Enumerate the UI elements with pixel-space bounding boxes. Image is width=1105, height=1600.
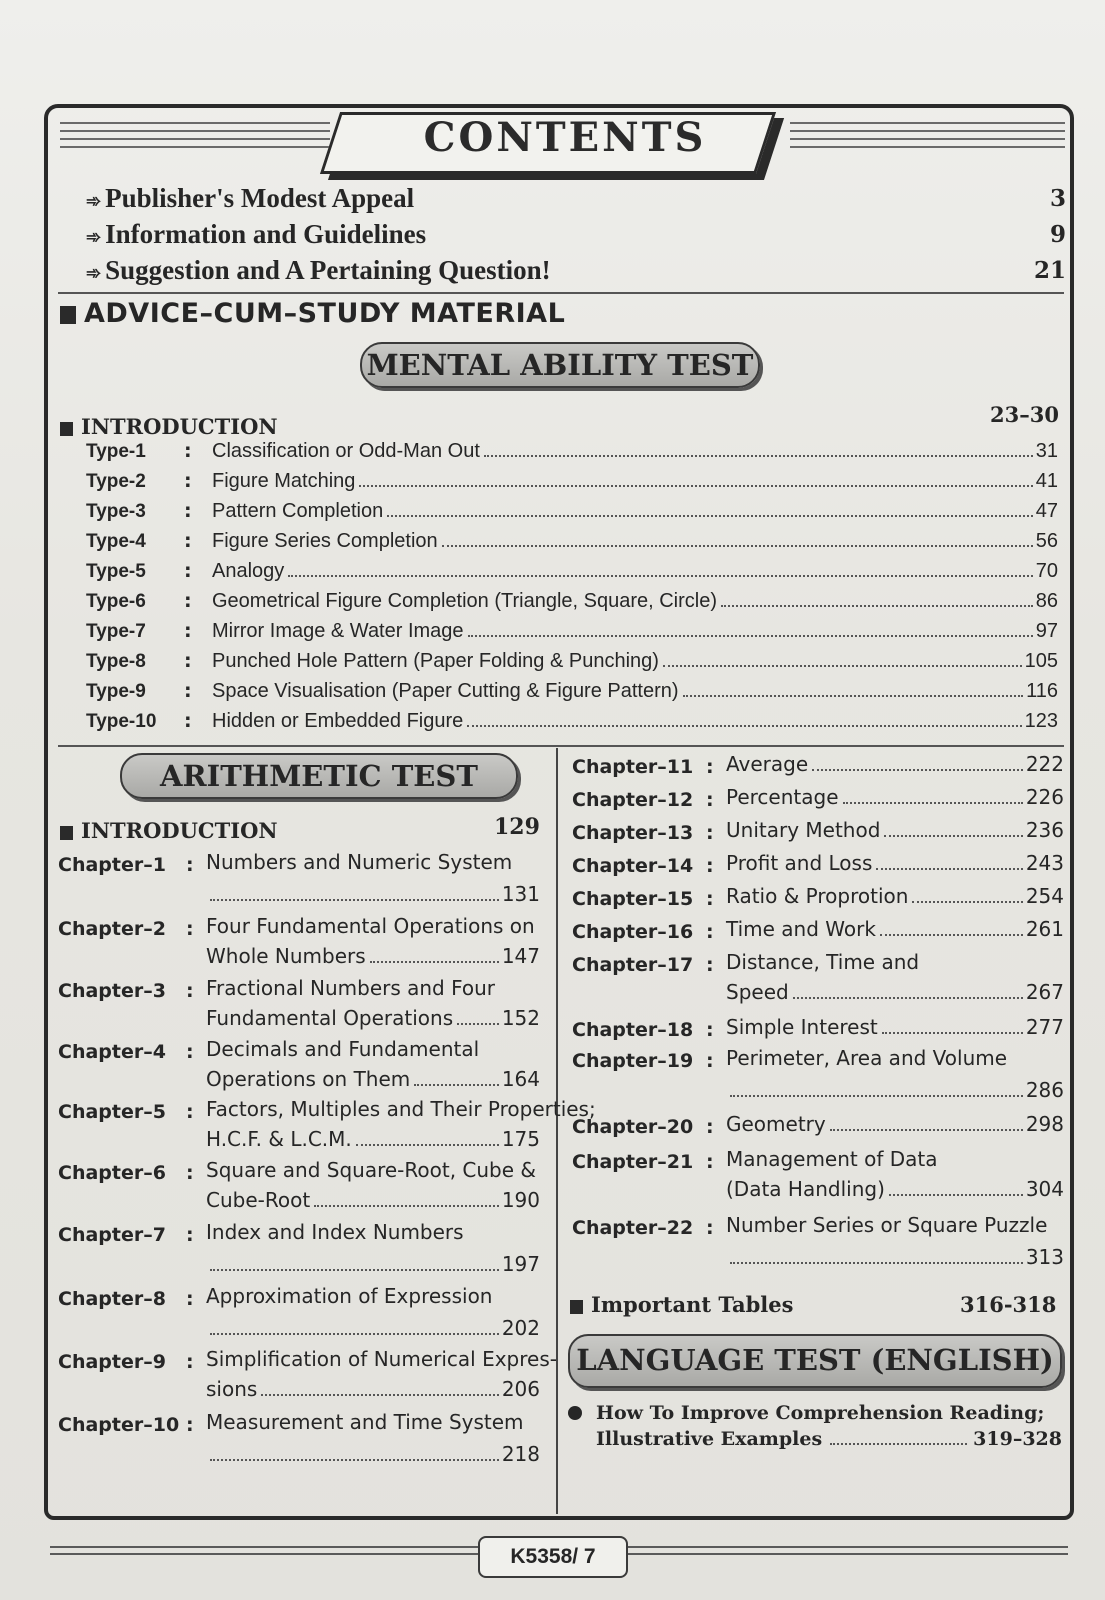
page-number: 313 (1025, 1245, 1064, 1269)
type-title: Figure Series Completion (212, 530, 438, 552)
leader-dots (261, 1394, 499, 1396)
leader-dots (830, 1129, 1023, 1131)
chapter-label: Chapter–5 (58, 1101, 166, 1123)
footer-rule-left (50, 1546, 480, 1560)
page-number: 304 (1025, 1177, 1064, 1201)
page-number: 116 (1026, 680, 1058, 702)
leader-dots (884, 835, 1022, 837)
leader-dots (793, 997, 1023, 999)
divider (58, 745, 1064, 747)
page-number: 316-318 (960, 1292, 1057, 1317)
chapter-title-continued: H.C.F. & L.C.M. (206, 1127, 352, 1151)
type-label: Type-4 (86, 531, 146, 552)
leader-dots (359, 485, 1032, 487)
colon: : (186, 1351, 194, 1373)
page-number: 97 (1035, 620, 1058, 642)
front-matter-list (86, 180, 1066, 288)
colon: : (186, 1224, 194, 1246)
leader-dots (876, 868, 1022, 870)
page-number: 131 (501, 882, 540, 906)
chapter-title: Number Series or Square Puzzle (726, 1213, 1048, 1237)
type-row[interactable] (86, 440, 1058, 470)
chapter-title: Four Fundamental Operations on (206, 914, 535, 938)
page-code: K5358/ 7 (478, 1536, 628, 1578)
leader-dots (882, 1032, 1023, 1034)
page-number: 243 (1025, 851, 1064, 875)
chapter-label: Chapter–4 (58, 1041, 166, 1063)
chapter-title: Square and Square-Root, Cube & (206, 1158, 536, 1182)
colon: : (706, 789, 714, 811)
chapter-title: Average (726, 752, 809, 776)
mental-ability-banner: MENTAL ABILITY TEST (360, 342, 760, 388)
column-divider (556, 748, 558, 1514)
leader-dots (356, 1144, 499, 1146)
colon: : (186, 980, 194, 1002)
colon: : (706, 954, 714, 976)
type-title: Mirror Image & Water Image (212, 620, 464, 642)
chapter-title-continued: sions (206, 1377, 258, 1401)
type-title: Figure Matching (212, 470, 356, 492)
type-label: Type-6 (86, 591, 146, 612)
leader-dots (663, 665, 1022, 667)
page-number: 319–328 (973, 1428, 1062, 1450)
page-number: 197 (501, 1252, 540, 1276)
leader-dots (442, 545, 1033, 547)
type-row[interactable] (86, 470, 1058, 500)
chapter-title: Perimeter, Area and Volume (726, 1046, 1008, 1070)
chapter-title: Factors, Multiples and Their Properties; (206, 1097, 596, 1121)
leader-dots (467, 725, 1021, 727)
page-number: 175 (501, 1127, 540, 1151)
leader-dots (414, 1084, 499, 1086)
type-label: Type-8 (86, 651, 146, 672)
arithmetic-banner: ARITHMETIC TEST (120, 753, 518, 799)
square-bullet-icon (60, 826, 73, 840)
circle-bullet-icon (568, 1406, 582, 1420)
page-number: 129 (494, 814, 540, 840)
chapter-title: Profit and Loss (726, 851, 873, 875)
page-number: 47 (1035, 500, 1058, 522)
leader-dots (210, 899, 499, 901)
page-number: 86 (1035, 590, 1058, 612)
chapter-title-continued: Fundamental Operations (206, 1006, 454, 1030)
colon: : (184, 710, 192, 732)
colon: : (186, 1041, 194, 1063)
arrow-bullet-icon: ➾ (86, 262, 102, 283)
square-bullet-icon (60, 422, 73, 436)
colon: : (706, 921, 714, 943)
page-number: 206 (501, 1377, 540, 1401)
page-number: 226 (1025, 785, 1064, 809)
type-label: Type-10 (86, 711, 157, 732)
colon: : (184, 560, 192, 582)
arithmetic-introduction[interactable]: INTRODUCTION (60, 818, 278, 843)
chapter-label: Chapter–12 (572, 789, 694, 811)
chapter-title: Measurement and Time System (206, 1410, 524, 1434)
type-label: Type-2 (86, 471, 146, 492)
header-rule-left (60, 122, 330, 162)
type-row[interactable] (86, 530, 1058, 560)
page-number: 56 (1035, 530, 1058, 552)
chapter-title: Simplification of Numerical Expres- (206, 1347, 557, 1371)
colon: : (186, 1162, 194, 1184)
chapter-title: Numbers and Numeric System (206, 850, 513, 874)
type-row[interactable] (86, 650, 1058, 680)
colon: : (706, 888, 714, 910)
chapter-label: Chapter–14 (572, 855, 694, 877)
page-number: 277 (1025, 1015, 1064, 1039)
colon: : (186, 1414, 194, 1436)
colon: : (706, 1217, 714, 1239)
leader-dots (210, 1269, 499, 1271)
page-number: 147 (501, 944, 540, 968)
chapter-label: Chapter–15 (572, 888, 694, 910)
chapter-label: Chapter–11 (572, 756, 694, 778)
page-number: 190 (501, 1188, 540, 1212)
mental-ability-introduction[interactable]: INTRODUCTION (60, 414, 278, 439)
colon: : (184, 440, 192, 462)
page-number: 254 (1025, 884, 1064, 908)
chapter-label: Chapter–3 (58, 980, 166, 1002)
chapter-title: Percentage (726, 785, 839, 809)
chapter-title: Time and Work (726, 917, 876, 941)
page-title: CONTENTS (423, 114, 707, 161)
colon: : (706, 855, 714, 877)
page-number: 105 (1024, 650, 1058, 672)
type-title: Classification or Odd-Man Out (212, 440, 480, 462)
leader-dots (387, 515, 1033, 517)
chapter-label: Chapter–21 (572, 1151, 694, 1173)
front-matter-item[interactable]: ➾ Information and Guidelines 9 (86, 218, 1066, 249)
page-number: 9 (1049, 220, 1066, 248)
page-number: 31 (1035, 440, 1058, 462)
colon: : (706, 1019, 714, 1041)
chapter-label: Chapter–13 (572, 822, 694, 844)
important-tables[interactable]: Important Tables (570, 1292, 793, 1317)
type-row[interactable] (86, 680, 1058, 710)
language-banner: LANGUAGE TEST (ENGLISH) (568, 1334, 1062, 1388)
chapter-label: Chapter–20 (572, 1116, 694, 1138)
type-row[interactable] (86, 500, 1058, 530)
chapter-title: Unitary Method (726, 818, 881, 842)
leader-dots (730, 1095, 1023, 1097)
chapter-label: Chapter–18 (572, 1019, 694, 1041)
page-number: 261 (1025, 917, 1064, 941)
chapter-title-continued: Whole Numbers (206, 944, 366, 968)
page-number: 152 (501, 1006, 540, 1030)
chapter-title: Decimals and Fundamental (206, 1037, 480, 1061)
leader-dots (889, 1194, 1023, 1196)
arrow-bullet-icon: ➾ (86, 226, 102, 247)
colon: : (186, 1101, 194, 1123)
page-number: 3 (1049, 184, 1066, 212)
section-heading: ADVICE–CUM–STUDY MATERIAL (60, 298, 565, 329)
square-bullet-icon (60, 306, 76, 324)
leader-dots (370, 961, 499, 963)
type-label: Type-3 (86, 501, 146, 522)
leader-dots (830, 1443, 967, 1445)
colon: : (184, 650, 192, 672)
divider (58, 292, 1064, 294)
type-label: Type-5 (86, 561, 146, 582)
page-number: 164 (501, 1067, 540, 1091)
leader-dots (468, 635, 1033, 637)
leader-dots (457, 1023, 499, 1025)
page-number: 267 (1025, 980, 1064, 1004)
header-rule-right (790, 122, 1065, 162)
mental-ability-type-list (86, 440, 1058, 740)
front-matter-item[interactable]: ➾ Publisher's Modest Appeal 3 (86, 182, 1066, 213)
chapter-title: Simple Interest (726, 1015, 878, 1039)
type-title: Analogy (212, 560, 285, 582)
chapter-title-continued: Cube-Root (206, 1188, 311, 1212)
colon: : (184, 680, 192, 702)
chapter-label: Chapter–10 (58, 1414, 180, 1436)
leader-dots (843, 802, 1023, 804)
colon: : (184, 590, 192, 612)
chapter-label: Chapter–1 (58, 854, 166, 876)
page-number: 218 (501, 1442, 540, 1466)
leader-dots (288, 575, 1032, 577)
chapter-label: Chapter–22 (572, 1217, 694, 1239)
colon: : (184, 470, 192, 492)
page-number: 41 (1035, 470, 1058, 492)
leader-dots (912, 901, 1022, 903)
chapter-title: Fractional Numbers and Four (206, 976, 496, 1000)
leader-dots (880, 934, 1023, 936)
colon: : (184, 620, 192, 642)
leader-dots (484, 455, 1033, 457)
chapter-title: Index and Index Numbers (206, 1220, 464, 1244)
type-row[interactable] (86, 620, 1058, 650)
footer-rule-right (624, 1546, 1068, 1560)
leader-dots (812, 769, 1023, 771)
leader-dots (730, 1262, 1023, 1264)
type-label: Type-1 (86, 441, 146, 462)
colon: : (706, 822, 714, 844)
chapter-title: Distance, Time and (726, 950, 920, 974)
page-number: 21 (1033, 256, 1066, 284)
chapter-label: Chapter–17 (572, 954, 694, 976)
page-number: 286 (1025, 1078, 1064, 1102)
leader-dots (683, 695, 1024, 697)
leader-dots (210, 1459, 499, 1461)
type-title: Space Visualisation (Paper Cutting & Figure Pattern) (212, 680, 679, 702)
type-title: Geometrical Figure Completion (Triangle, Square, Circle) (212, 590, 717, 612)
type-row[interactable] (86, 710, 1058, 740)
chapter-label: Chapter–7 (58, 1224, 166, 1246)
chapter-title-continued: Operations on Them (206, 1067, 411, 1091)
leader-dots (314, 1205, 499, 1207)
colon: : (184, 530, 192, 552)
page-number: 236 (1025, 818, 1064, 842)
chapter-label: Chapter–19 (572, 1050, 694, 1072)
colon: : (706, 1116, 714, 1138)
page-number: 123 (1024, 710, 1058, 732)
chapter-title-continued: (Data Handling) (726, 1177, 885, 1201)
page-number: 202 (501, 1316, 540, 1340)
page-number: 298 (1025, 1112, 1064, 1136)
colon: : (706, 1050, 714, 1072)
chapter-title: Management of Data (726, 1147, 938, 1171)
chapter-title: Geometry (726, 1112, 826, 1136)
colon: : (706, 756, 714, 778)
language-item[interactable]: How To Improve Comprehension Reading; Illustrative Examples 319–328 (568, 1398, 1062, 1462)
chapter-label: Chapter–6 (58, 1162, 166, 1184)
front-matter-item[interactable]: ➾ Suggestion and A Pertaining Question! 21 (86, 254, 1066, 285)
colon: : (186, 918, 194, 940)
colon: : (186, 854, 194, 876)
type-row[interactable] (86, 560, 1058, 590)
type-row[interactable] (86, 590, 1058, 620)
page-number: 222 (1025, 752, 1064, 776)
arrow-bullet-icon: ➾ (86, 190, 102, 211)
chapter-title: Ratio & Proprotion (726, 884, 909, 908)
type-label: Type-9 (86, 681, 146, 702)
chapter-title-continued: Speed (726, 980, 789, 1004)
colon: : (706, 1151, 714, 1173)
page-number: 70 (1035, 560, 1058, 582)
chapter-label: Chapter–9 (58, 1351, 166, 1373)
leader-dots (721, 605, 1033, 607)
page-number: 23–30 (990, 402, 1059, 427)
chapter-title: Approximation of Expression (206, 1284, 493, 1308)
chapter-label: Chapter–8 (58, 1288, 166, 1310)
type-title: Pattern Completion (212, 500, 384, 522)
colon: : (186, 1288, 194, 1310)
colon: : (184, 500, 192, 522)
square-bullet-icon (570, 1300, 583, 1314)
type-title: Punched Hole Pattern (Paper Folding & Punching) (212, 650, 659, 672)
type-title: Hidden or Embedded Figure (212, 710, 464, 732)
leader-dots (210, 1333, 499, 1335)
chapter-label: Chapter–2 (58, 918, 166, 940)
type-label: Type-7 (86, 621, 146, 642)
chapter-label: Chapter–16 (572, 921, 694, 943)
